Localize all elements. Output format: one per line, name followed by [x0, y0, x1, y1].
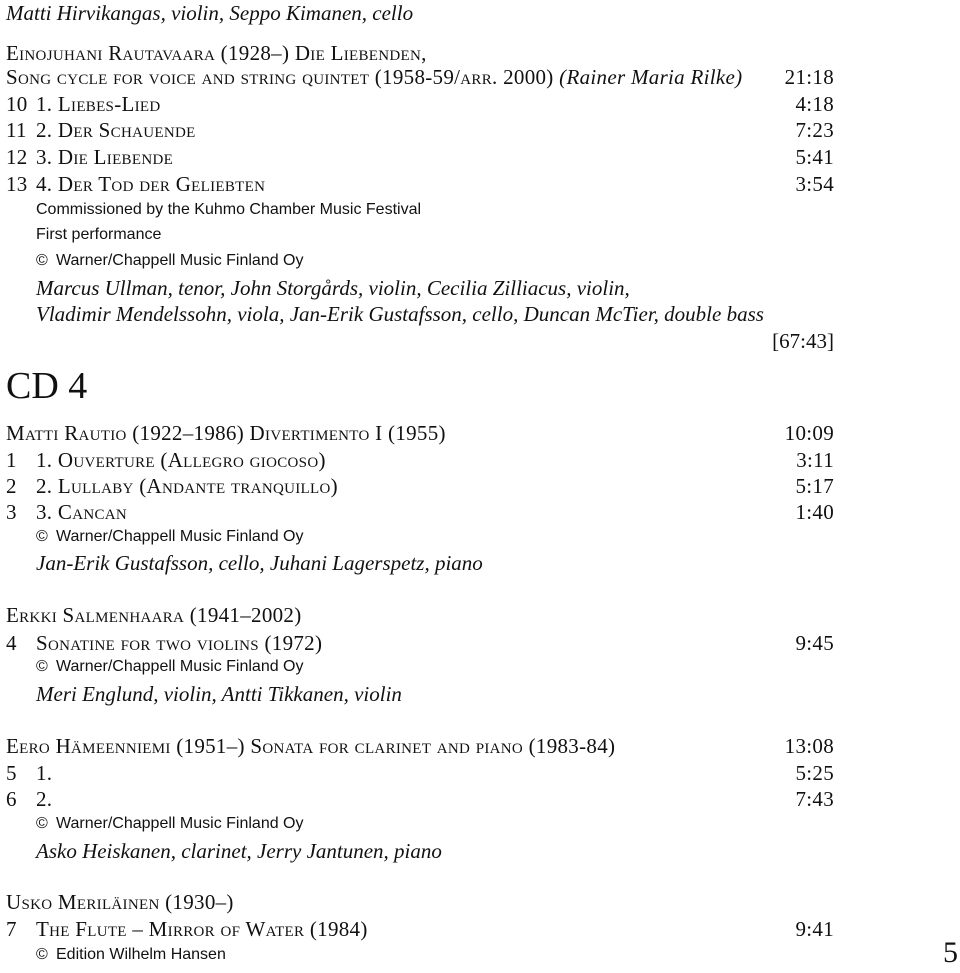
- rautavaara-poet: (Rainer Maria Rilke): [559, 65, 743, 89]
- rautavaara-subtitle: Song cycle for voice and string quintet (1958-59/arr. 2000): [6, 65, 554, 89]
- rautavaara-heading: Einojuhani Rautavaara (1928–) Die Liebenden,: [6, 41, 427, 65]
- track-number: 12: [6, 145, 28, 169]
- publisher-name: Warner/Chappell Music Finland Oy: [56, 252, 304, 269]
- publisher-line: [36, 656, 304, 678]
- track-row: [6, 630, 834, 656]
- hameenniemi-duration: 13:08: [784, 734, 834, 758]
- track-duration: 5:25: [795, 761, 834, 785]
- track-title: 2. Lullaby (Andante tranquillo): [36, 474, 338, 498]
- copyright-icon: ©: [36, 815, 48, 832]
- performers-line: Meri Englund, violin, Antti Tikkanen, violin: [36, 682, 402, 706]
- performers-line: Asko Heiskanen, clarinet, Jerry Jantunen, piano: [36, 839, 442, 863]
- performers-line: Vladimir Mendelssohn, viola, Jan-Erik Gustafsson, cello, Duncan McTier, double bass: [36, 302, 764, 326]
- cd-heading: CD 4: [6, 365, 88, 407]
- track-duration: 5:17: [795, 474, 834, 498]
- copyright-icon: ©: [36, 528, 48, 545]
- track-title: 1. Liebes-Lied: [36, 92, 161, 116]
- copyright-icon: ©: [36, 946, 48, 963]
- track-number: 3: [6, 500, 17, 524]
- publisher-name: Warner/Chappell Music Finland Oy: [56, 815, 304, 832]
- track-duration: 9:45: [795, 631, 834, 655]
- track-title: 1. Ouverture (Allegro giocoso): [36, 448, 326, 472]
- track-duration: 7:43: [795, 787, 834, 811]
- page-number: 5: [943, 936, 958, 969]
- publisher-name: Warner/Chappell Music Finland Oy: [56, 528, 304, 545]
- track-duration: 5:41: [795, 145, 834, 169]
- track-title: 2. Der Schauende: [36, 118, 196, 142]
- track-title: 3. Die Liebende: [36, 145, 174, 169]
- track-row: [6, 144, 834, 170]
- cd-total-duration: [67:43]: [772, 329, 834, 353]
- rautavaara-heading-line2: [6, 64, 834, 90]
- track-duration: 3:54: [795, 172, 834, 196]
- rautio-heading: Matti Rautio (1922–1986) Divertimento I (1955): [6, 421, 446, 445]
- track-duration: 9:41: [795, 917, 834, 941]
- track-row: [6, 786, 834, 812]
- track-title: 4. Der Tod der Geliebten: [36, 172, 266, 196]
- track-title: 1.: [36, 761, 53, 785]
- track-number: 10: [6, 92, 28, 116]
- track-row: [6, 117, 834, 143]
- track-duration: 7:23: [795, 118, 834, 142]
- publisher-line: [36, 944, 226, 966]
- salmenhaara-heading: Erkki Salmenhaara (1941–2002): [6, 603, 302, 627]
- performers-line: Marcus Ullman, tenor, John Storgårds, violin, Cecilia Zilliacus, violin,: [36, 276, 630, 300]
- track-row: [6, 760, 834, 786]
- track-title: 2.: [36, 787, 53, 811]
- rautavaara-duration: 21:18: [784, 65, 834, 89]
- track-number: 1: [6, 448, 17, 472]
- track-row: [6, 171, 834, 197]
- publisher-name: Warner/Chappell Music Finland Oy: [56, 658, 304, 675]
- track-title: Sonatine for two violins (1972): [36, 631, 323, 655]
- track-number: 4: [6, 631, 17, 655]
- track-duration: 1:40: [795, 500, 834, 524]
- hameenniemi-heading: Eero Hämeenniemi (1951–) Sonata for clarinet and piano (1983-84): [6, 734, 616, 758]
- track-number: 5: [6, 761, 17, 785]
- track-duration: 3:11: [796, 448, 834, 472]
- commission-note: Commissioned by the Kuhmo Chamber Music Festival: [36, 201, 422, 218]
- publisher-name: Edition Wilhelm Hansen: [56, 946, 226, 963]
- track-row: [6, 91, 834, 117]
- track-number: 7: [6, 917, 17, 941]
- track-row: [6, 447, 834, 473]
- track-title: The Flute – Mirror of Water (1984): [36, 917, 368, 941]
- track-duration: 4:18: [795, 92, 834, 116]
- publisher-line: [36, 813, 304, 835]
- publisher-line: [36, 250, 304, 272]
- track-number: 11: [6, 118, 27, 142]
- track-title: 3. Cancan: [36, 500, 128, 524]
- hameenniemi-heading-line: [6, 733, 834, 759]
- first-performance-note: First performance: [36, 226, 162, 243]
- merilainen-heading: Usko Meriläinen (1930–): [6, 890, 234, 914]
- track-number: 2: [6, 474, 17, 498]
- copyright-icon: ©: [36, 658, 48, 675]
- rautio-heading-line: [6, 420, 834, 446]
- track-row: [6, 499, 834, 525]
- track-row: [6, 473, 834, 499]
- copyright-icon: ©: [36, 252, 48, 269]
- top-performers: Matti Hirvikangas, violin, Seppo Kimanen, cello: [6, 1, 414, 25]
- track-number: 6: [6, 787, 17, 811]
- rautio-duration: 10:09: [784, 421, 834, 445]
- track-row: [6, 916, 834, 942]
- performers-line: Jan-Erik Gustafsson, cello, Juhani Lagerspetz, piano: [36, 551, 483, 575]
- publisher-line: [36, 526, 304, 548]
- track-number: 13: [6, 172, 28, 196]
